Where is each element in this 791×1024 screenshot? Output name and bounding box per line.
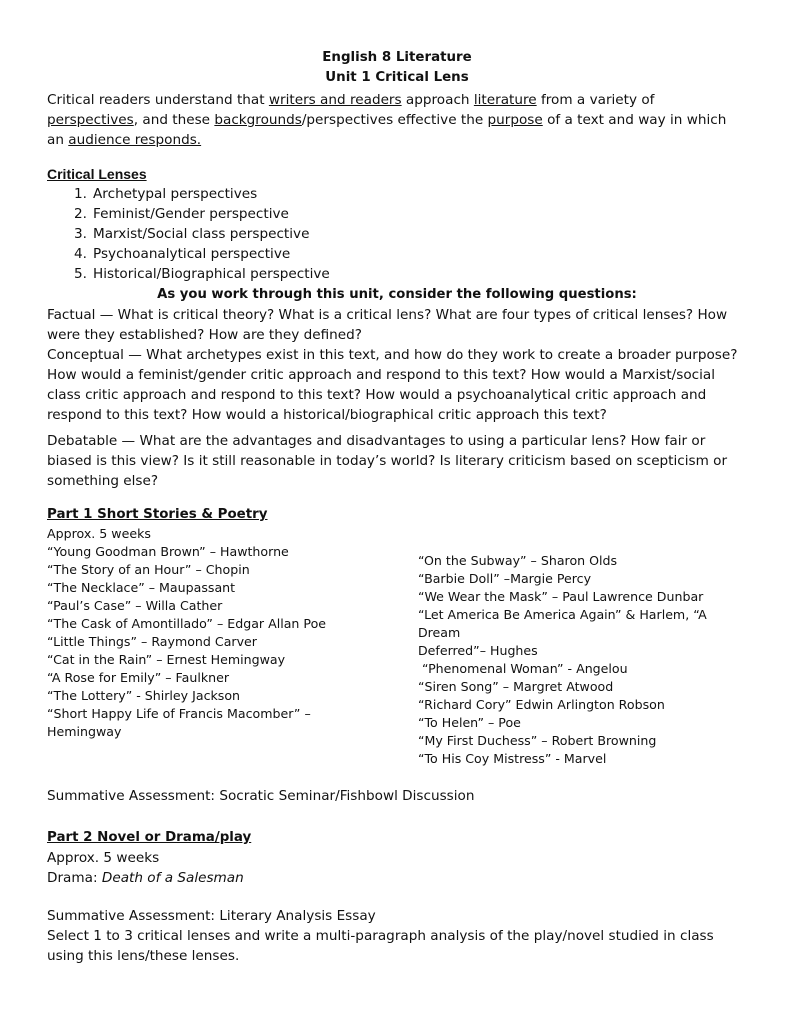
underlined-term: audience responds. xyxy=(68,132,202,148)
drama-title: Death of a Salesman xyxy=(101,870,244,886)
list-item: “The Lottery” - Shirley Jackson xyxy=(47,688,241,703)
part1-assessment: Summative Assessment: Socratic Seminar/Fishbowl Discussion xyxy=(47,788,475,804)
list-item: 4. Psychoanalytical perspective xyxy=(74,246,291,262)
list-item: “The Story of an Hour” – Chopin xyxy=(47,562,250,577)
short-stories-column xyxy=(47,543,418,768)
list-item: “The Necklace” – Maupassant xyxy=(47,580,236,595)
conceptual-questions: Conceptual — What archetypes exist in this text, and how do they work to create a broader purpose? How would a feminist/gender critic approach and respond to this text? How would a Marxist/social class critic approach and respond to this text? How would a psychoanalytical critic approach and respond to this text? How would a historical/biographical critic approach this text? xyxy=(47,347,738,423)
list-item: “Little Things” – Raymond Carver xyxy=(47,634,257,649)
list-item: 3. Marxist/Social class perspective xyxy=(74,226,310,242)
list-item: “Siren Song” – Margret Atwood xyxy=(417,679,614,694)
list-item: “Let America Be America Again” & Harlem, “A Dream Deferred”– Hughes xyxy=(417,607,707,658)
document-page xyxy=(47,48,747,966)
list-item: “Phenomenal Woman” - Angelou xyxy=(417,661,628,676)
part1-duration: Approx. 5 weeks xyxy=(47,526,151,541)
questions-heading: As you work through this unit, consider the following questions: xyxy=(157,287,637,302)
critical-lenses-list xyxy=(47,184,747,284)
part1-heading: Part 1 Short Stories & Poetry xyxy=(47,507,268,522)
part2-heading: Part 2 Novel or Drama/play xyxy=(47,830,252,845)
list-item: 1. Archetypal perspectives xyxy=(74,186,258,202)
unit-title: Unit 1 Critical Lens xyxy=(325,70,469,85)
list-item: 5. Historical/Biographical perspective xyxy=(74,266,330,282)
list-item: “Barbie Doll” –Margie Percy xyxy=(417,571,592,586)
list-item: 2. Feminist/Gender perspective xyxy=(74,206,289,222)
list-item: “Richard Cory” Edwin Arlington Robson xyxy=(417,697,665,712)
part2-drama: Drama: Death of a Salesman xyxy=(47,870,244,886)
underlined-term: writers and readers xyxy=(268,92,402,108)
factual-questions: Factual — What is critical theory? What is a critical lens? What are four types of critical lenses? How were they established? How are they defined? xyxy=(47,307,728,343)
list-item: “Short Happy Life of Francis Macomber” – Hemingway xyxy=(47,706,311,739)
underlined-term: literature xyxy=(473,92,537,108)
underlined-term: purpose xyxy=(487,112,543,128)
list-item: “Cat in the Rain” – Ernest Hemingway xyxy=(47,652,286,667)
list-item: “A Rose for Emily” – Faulkner xyxy=(47,670,230,685)
critical-lenses-heading: Critical Lenses xyxy=(47,166,147,182)
underlined-term: backgrounds xyxy=(214,112,302,128)
underlined-term: perspectives xyxy=(47,112,134,128)
list-item: “We Wear the Mask” – Paul Lawrence Dunbar xyxy=(417,589,704,604)
list-item: “To His Coy Mistress” - Marvel xyxy=(417,751,607,766)
debatable-questions: Debatable — What are the advantages and disadvantages to using a particular lens? How fair or biased is this view? Is it still reasonable in today’s world? Is literary criticism based on scepticism or something else? xyxy=(47,433,728,489)
list-item: “To Helen” – Poe xyxy=(417,715,521,730)
list-item: “The Cask of Amontillado” – Edgar Allan Poe xyxy=(47,616,327,631)
course-title: English 8 Literature xyxy=(322,50,472,65)
list-item: “Paul’s Case” – Willa Cather xyxy=(47,598,223,613)
poetry-column xyxy=(418,552,747,768)
part2-duration: Approx. 5 weeks xyxy=(47,850,160,866)
list-item: “Young Goodman Brown” – Hawthorne xyxy=(47,544,289,559)
list-item: “My First Duchess” – Robert Browning xyxy=(417,733,657,748)
part2-assessment: Summative Assessment: Literary Analysis Essay xyxy=(47,908,376,924)
reading-list xyxy=(47,543,747,768)
list-item: “On the Subway” – Sharon Olds xyxy=(417,553,618,568)
part2-instructions: Select 1 to 3 critical lenses and write a multi-paragraph analysis of the play/novel studied in class using this lens/these lenses. xyxy=(47,928,714,964)
intro-paragraph: Critical readers understand that writers and readers approach literature from a variety of perspectives, and these backgrounds/perspectives effective the purpose of a text and way in which an audience responds. xyxy=(47,92,727,148)
